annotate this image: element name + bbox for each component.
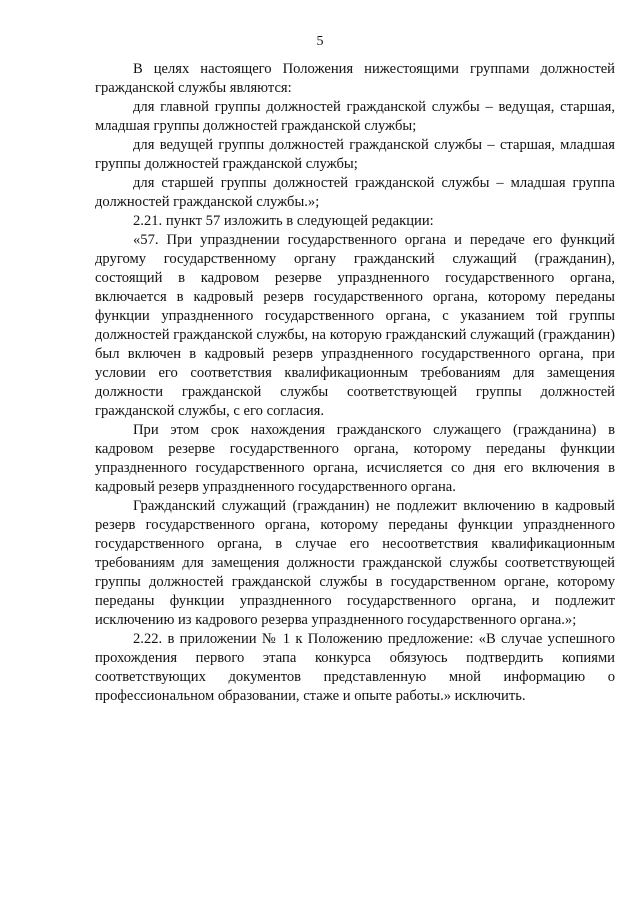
paragraph-reserve-term: При этом срок нахождения гражданского служащего (гражданина) в кадровом резерве государственного органа, которому переданы функции упраздненного государственного органа, исчисляется со дня его включения в кадровый резерв упраздненного государственного органа.: [95, 422, 615, 495]
paragraph-senior-group: для старшей группы должностей гражданской службы – младшая группа должностей гражданской службы.»;: [95, 175, 615, 210]
paragraph-item-2-21: 2.21. пункт 57 изложить в следующей редакции:: [133, 213, 434, 229]
paragraph-leading-group: для ведущей группы должностей гражданской службы – старшая, младшая группы должностей гражданской службы;: [95, 137, 615, 172]
paragraph-exclusion: Гражданский служащий (гражданин) не подлежит включению в кадровый резерв государственного органа, которому переданы функции упраздненного государственного органа, в случае его несоответствия квалификационным требованиям для замещения должности гражданской службы соответствующей группы должностей гражданской службы в государственном органе, которому переданы функции упраздненного государственного органа, и подлежит исключению из кадрового резерва упраздненного государственного органа.»;: [95, 498, 615, 628]
document-body: [95, 60, 615, 706]
page-number: 5: [316, 34, 324, 49]
paragraph-main-group: для главной группы должностей гражданской службы – ведущая, старшая, младшая группы должностей гражданской службы;: [95, 99, 615, 134]
paragraph-intro: В целях настоящего Положения нижестоящими группами должностей гражданской службы являются:: [95, 61, 615, 96]
paragraph-point-57: «57. При упразднении государственного органа и передаче его функций другому государственному органу гражданский служащий (гражданин), состоящий в кадровом резерве упраздненного государственного органа, включается в кадровый резерв государственного органа, которому переданы функции упраздненного государственного органа, с указанием той группы должностей гражданской службы, на которую гражданский служащий (гражданин) был включен в кадровый резерв упраздненного государственного органа, при условии его соответствия квалификационным требованиям для замещения должности гражданской службы соответствующей группы должностей гражданской службы, с его согласия.: [95, 232, 615, 419]
paragraph-item-2-22: 2.22. в приложении № 1 к Положению предложение: «В случае успешного прохождения первого этапа конкурса обязуюсь подтвердить копиями соответствующих документов представленную мной информацию о профессиональном образовании, стаже и опыте работы.» исключить.: [95, 631, 615, 704]
